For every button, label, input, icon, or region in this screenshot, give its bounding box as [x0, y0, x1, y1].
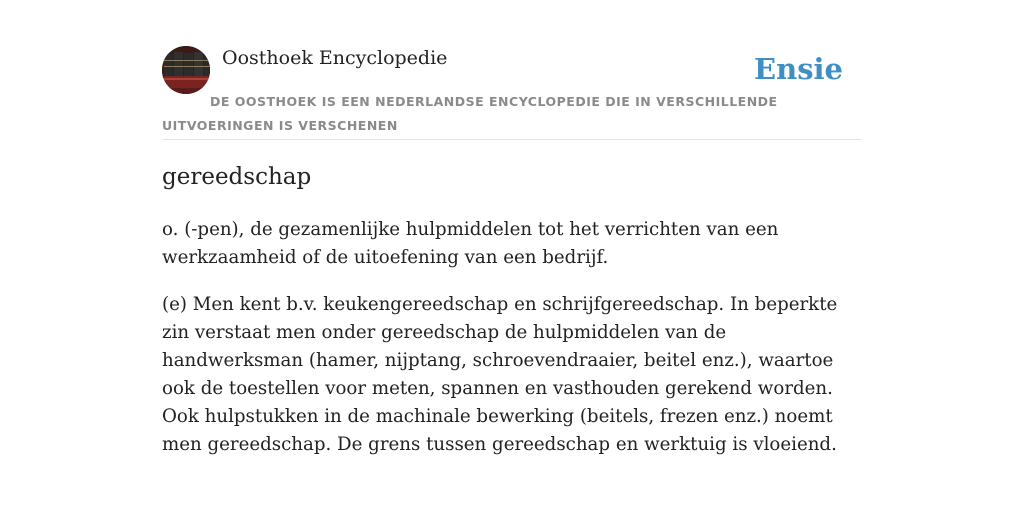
entry-headword: gereedschap [162, 164, 312, 190]
entry-paragraph: (e) Men kent b.v. keukengereedschap en schrijfgereedschap. In beperkte zin verstaat men onder gereedschap de hulpmiddelen van de handwerksman (hamer, nijptang, schroevendraaier, beitel enz.), waartoe ook de toestellen voor meten, spannen en vasthouden gerekend worden. Ook hulpstukken in de machinale bewerking (beitels, frezen enz.) noemt men gereedschap. De grens tussen gereedschap en werktuig is vloeiend. [162, 294, 838, 455]
books-illustration [162, 46, 210, 94]
entry-paragraph: o. (-pen), de gezamenlijke hulpmiddelen tot het verrichten van een werkzaamheid of de uitoefening van een bedrijf. [162, 219, 779, 268]
brand-logo[interactable]: Ensie [754, 52, 843, 86]
site-header [162, 46, 862, 140]
encyclopedia-books-icon[interactable] [162, 46, 210, 94]
site-description: DE OOSTHOEK IS EEN NEDERLANDSE ENCYCLOPEDIE DIE IN VERSCHILLENDE UITVOERINGEN IS VERSCHENEN [162, 94, 778, 133]
site-title[interactable]: Oosthoek Encyclopedie [222, 47, 448, 69]
page-content [162, 46, 862, 455]
